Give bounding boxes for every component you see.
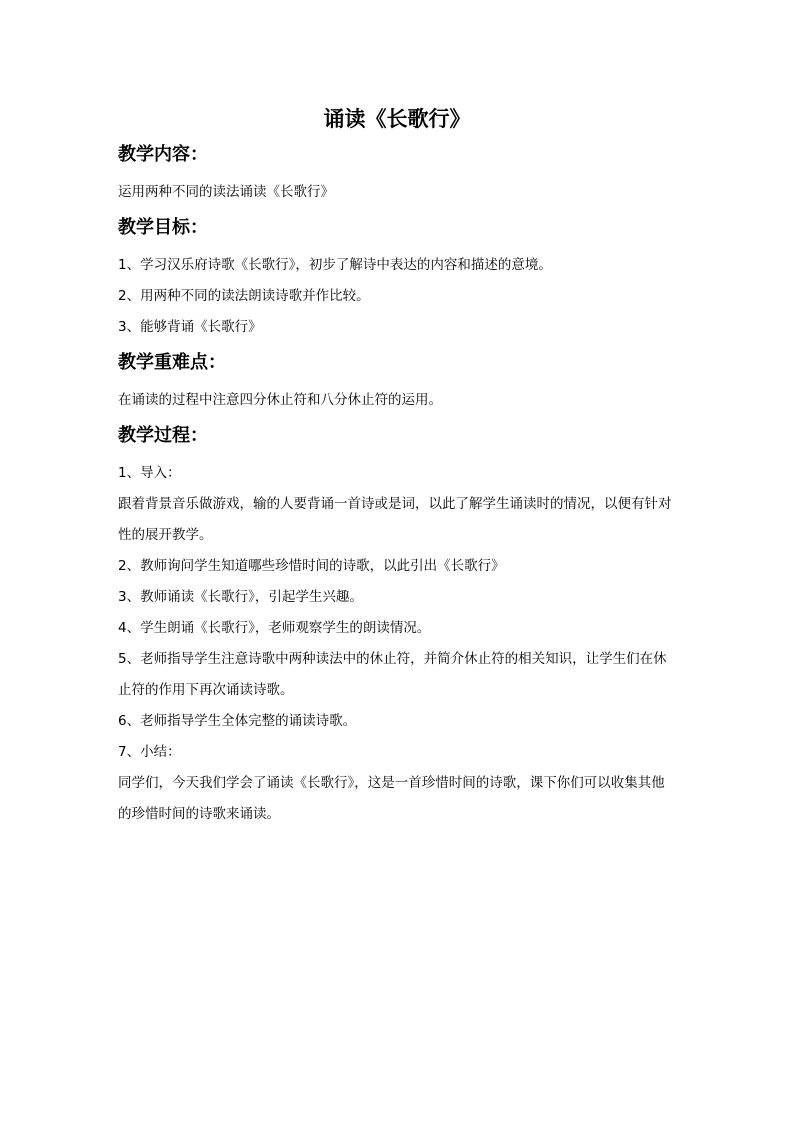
paragraph: 3、能够背诵《长歌行》 xyxy=(118,319,262,335)
section-teaching-content xyxy=(118,141,676,208)
paragraph: 跟着背景音乐做游戏，输的人要背诵一首诗或是词，以此了解学生诵读时的情况，以便有针对性的展开教学。 xyxy=(118,496,672,543)
section-heading: 教学内容： xyxy=(118,144,208,165)
paragraph: 同学们，今天我们学会了诵读《长歌行》，这是一首珍惜时间的诗歌，课下你们可以收集其他的珍惜时间的诗歌来诵读。 xyxy=(118,775,665,822)
section-heading: 教学过程： xyxy=(118,425,208,446)
section-heading: 教学重难点： xyxy=(118,352,226,373)
section-teaching-process xyxy=(118,422,676,830)
paragraph: 6、老师指导学生全体完整的诵读诗歌。 xyxy=(118,713,357,729)
paragraph: 运用两种不同的读法诵读《长歌行》 xyxy=(118,184,334,200)
section-teaching-goals xyxy=(118,214,676,343)
document-title: 诵读《长歌行》 xyxy=(323,106,471,131)
paragraph: 2、教师询问学生知道哪些珍惜时间的诗歌，以此引出《长歌行》 xyxy=(118,558,505,574)
paragraph: 3、教师诵读《长歌行》，引起学生兴趣。 xyxy=(118,589,363,605)
section-key-points xyxy=(118,349,676,416)
paragraph: 2、用两种不同的读法朗读诗歌并作比较。 xyxy=(118,288,370,304)
paragraph: 在诵读的过程中注意四分休止符和八分休止符的运用。 xyxy=(118,392,442,408)
paragraph: 4、学生朗诵《长歌行》，老师观察学生的朗读情况。 xyxy=(118,620,431,636)
paragraph: 1、导入： xyxy=(118,465,181,481)
paragraph: 5、老师指导学生注意诗歌中两种读法中的休止符，并简介休止符的相关知识，让学生们在休止符的作用下再次诵读诗歌。 xyxy=(118,651,667,698)
paragraph: 7、小结： xyxy=(118,744,181,760)
section-heading: 教学目标： xyxy=(118,217,208,238)
paragraph: 1、学习汉乐府诗歌《长歌行》，初步了解诗中表达的内容和描述的意境。 xyxy=(118,257,552,273)
